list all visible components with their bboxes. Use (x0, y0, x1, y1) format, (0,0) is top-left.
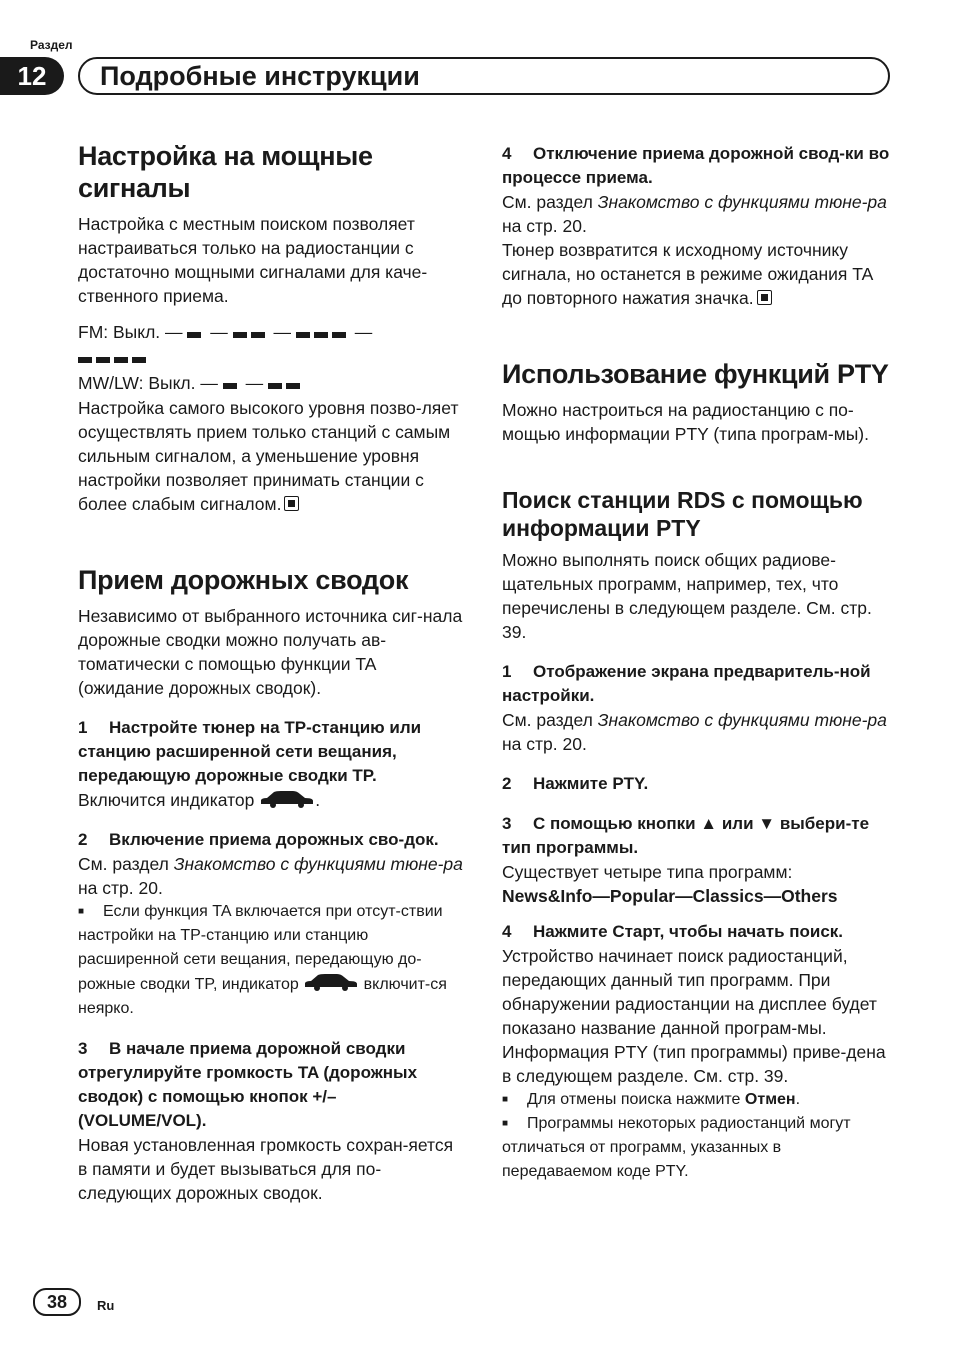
bullet-icon: ■ (78, 906, 85, 918)
step-1-text (78, 788, 466, 812)
mw-level-1 (223, 372, 241, 396)
period: . (795, 1091, 801, 1108)
tuner-link: Знакомство с функциями тюне-ра (173, 854, 463, 875)
step-number: 1 (502, 662, 512, 681)
step-number: 1 (78, 718, 88, 738)
traffic-intro: Независимо от выбранного источника сиг-нала дорожные сводки можно получать ав-томатически с помощью функции TA (ожидание дорожных сводок). (78, 606, 463, 699)
step-title: Нажмите Старт, чтобы начать поиск. (533, 922, 844, 941)
tuner-link: Знакомство с функциями тюне-ра (597, 192, 887, 212)
note-text: Если функция TA включается при отсут-ствии настройки на TP-станцию или станцию расширенной сети вещания, передающую до-рожные сводки TP, индикатор (78, 903, 443, 994)
step-3-text: Новая установленная громкость сохран-яется в памяти и будет вызываться для по-следующих дорожных сводок. (78, 1135, 454, 1204)
pty-intro: Можно настроиться на радиостанцию с по-мощью информации PTY (типа програм-мы). (502, 400, 869, 444)
fm-levels: FM: Выкл. — — — — (78, 320, 466, 371)
traffic-car-icon (259, 789, 315, 809)
end-mark-icon (757, 290, 772, 305)
strong-intro: Настройка с местным поиском позволяет настраиваться только на радиостанции с достаточно мощными сигналами для каче-ственного приема. (78, 214, 428, 306)
chapter-title: Подробные инструкции (100, 61, 420, 91)
step-text: Тюнер возвратится к исходному источнику сигнала, но останется в режиме ожидания TA до повторного нажатия значка. (502, 240, 873, 308)
page-number: 38 (33, 1288, 81, 1316)
program-types: News&Info—Popular—Classics—Others (502, 886, 838, 906)
pty-step-2 (502, 772, 890, 796)
page-ref: на стр. 20. (78, 878, 163, 899)
section-label: Раздел (30, 38, 73, 52)
tuner-link: Знакомство с функциями тюне-ра (597, 710, 887, 730)
pty-step-1-ref (502, 708, 890, 756)
period: . (315, 790, 321, 811)
step-1 (78, 716, 466, 788)
fm-level-3 (296, 321, 350, 345)
step-title: Нажмите PTY. (533, 774, 649, 793)
note-cancel (502, 1088, 890, 1112)
pty-step-4-text: Устройство начинает поиск радиостанций, передающих данный тип программ. При обнаружении радиостанции на дисплее будет показано название данной програм-мы. (502, 946, 877, 1038)
step-title: Включение приема дорожных сво-док. (109, 830, 439, 850)
step-number: 2 (78, 830, 88, 850)
note-text: Для отмены поиска нажмите (527, 1091, 741, 1108)
step-title: Настройте тюнер на TP-станцию или станцию расширенной сети вещания, передающую дорожные сводки TP. (78, 718, 422, 786)
note-text-end: включит-ся неярко. (78, 976, 447, 1018)
pty-step-1 (502, 660, 890, 708)
chapter-header (78, 57, 890, 95)
strong-desc (78, 396, 466, 516)
step-text: Включится индикатор (78, 790, 255, 811)
heading-rds-search: Поиск станции RDS с помощью информации PTY (502, 487, 863, 541)
left-column (78, 140, 466, 1205)
step-title: Отключение приема дорожной свод-ки во процессе приема. (502, 144, 890, 187)
see-label: См. раздел (502, 710, 593, 730)
heading-strong-signals: Настройка на мощные сигналы (78, 141, 373, 203)
heading-pty: Использование функций PTY (502, 359, 889, 389)
step-title: В начале приема дорожной сводки отрегулируйте громкость TA (дорожных сводок) с помощью кнопок +/– (VOLUME/VOL). (78, 1039, 418, 1131)
strong-desc-text: Настройка самого высокого уровня позво-ляет осуществлять прием только станций с самым сильным сигналом, а уменьшение уровня настройки позволяет принимать станции с более слабым сигналом. (78, 398, 459, 515)
step-2-ref (78, 852, 466, 900)
rds-intro: Можно выполнять поиск общих радиове-щательных программ, например, тех, что перечислены в следующем разделе. См. стр. 39. (502, 550, 872, 642)
step-number: 4 (502, 922, 512, 941)
pty-step-4-info: Информация PTY (тип программы) приве-дена в следующем разделе. См. стр. 39. (502, 1042, 886, 1086)
fm-level-1 (187, 321, 205, 345)
step-4-text (502, 238, 890, 310)
step-title: С помощью кнопки ▲ или ▼ выбери-те тип программы. (502, 814, 870, 857)
mw-label: MW/LW: Выкл. — (78, 372, 218, 393)
pty-step-4 (502, 920, 890, 944)
fm-label: FM: Выкл. — (78, 322, 183, 342)
step-number: 2 (502, 774, 512, 793)
fm-level-2 (233, 321, 269, 345)
step-number: 3 (502, 814, 512, 833)
see-label: См. раздел (502, 192, 593, 212)
language-code: Ru (97, 1298, 115, 1313)
fm-level-4 (78, 347, 150, 371)
pty-step-3 (502, 812, 890, 860)
heading-traffic: Прием дорожных сводок (78, 565, 409, 596)
section-number-badge: 12 (0, 57, 64, 95)
mw-level-2 (268, 372, 304, 396)
mw-levels: MW/LW: Выкл. — — (78, 371, 466, 396)
step-3 (78, 1037, 466, 1133)
step-number: 4 (502, 144, 512, 163)
step-2 (78, 828, 466, 852)
end-mark-icon (284, 496, 299, 511)
see-label: См. раздел (78, 854, 169, 875)
traffic-car-icon (303, 972, 359, 992)
step-4 (502, 142, 890, 190)
page-ref: на стр. 20. (502, 216, 587, 236)
cancel-label: Отмен (744, 1091, 796, 1108)
step-title: Отображение экрана предваритель-ной настройки. (502, 662, 871, 705)
step-4-ref (502, 190, 890, 238)
bullet-icon: ■ (502, 1118, 509, 1129)
step-number: 3 (78, 1039, 88, 1059)
step-2-note (78, 900, 466, 1021)
right-column (502, 142, 890, 1184)
note-text: Программы некоторых радиостанций могут отличаться от программ, указанных в передаваемом коде PTY. (502, 1115, 851, 1180)
bullet-icon: ■ (502, 1094, 509, 1105)
page-ref: на стр. 20. (502, 734, 587, 754)
note-programs (502, 1112, 890, 1184)
pty-step-3-text: Существует четыре типа программ: (502, 862, 793, 882)
